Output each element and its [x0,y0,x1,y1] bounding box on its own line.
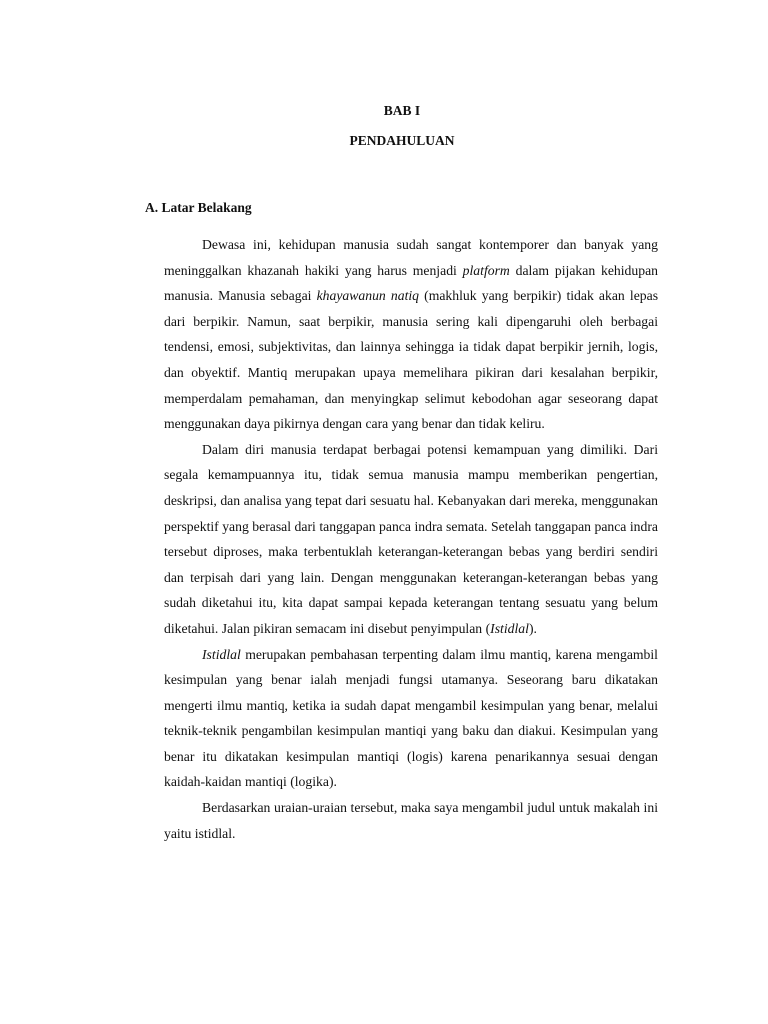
paragraph-1 [164,232,658,437]
italic-term: Istidlal [490,620,529,636]
paragraph-text: ). [528,620,537,636]
section-heading: A. Latar Belakang [145,200,252,215]
paragraph-text: merupakan pembahasan terpenting dalam ilmu mantiq, karena mengambil kesimpulan yang benar ialah menjadi fungsi utamanya. Seseorang baru dikatakan mengerti ilmu mantiq, ketika ia sudah dapat mengambil kesimpulan yang benar, melalui teknik-teknik pengambilan kesimpulan mantiqi yang baku dan diakui. Kesimpulan yang benar itu dikatakan kesimpulan mantiqi (logis) karena penarikannya sesuai dengan kaidah-kaidan mantiqi (logika). [164,646,658,790]
paragraph-3 [164,642,658,796]
paragraph-text: dalam pijakan kehidupan manusia. Manusia sebagai [164,262,658,304]
paragraph-text: Dalam diri manusia terdapat berbagai potensi kemampuan yang dimiliki. Dari segala kemampuannya itu, tidak semua manusia mampu memberikan pengertian, deskripsi, dan analisa yang tepat dari sesuatu hal. Kebanyakan dari mereka, menggunakan perspektif yang berasal dari tanggapan panca indra semata. Setelah tanggapan panca indra tersebut diproses, maka terbentuklah keterangan-keterangan bebas yang berdiri sendiri dan terpisah dari yang lain. Dengan menggunakan keterangan-keterangan bebas yang sudah diketahui itu, kita dapat sampai kepada keterangan tentang sesuatu yang belum diketahui. Jalan pikiran semacam ini disebut penyimpulan ( [164,441,658,636]
paragraph-2 [164,437,658,642]
chapter-number: BAB I [383,103,421,118]
chapter-title: PENDAHULUAN [349,133,455,148]
body-text [164,232,658,846]
paragraph-text: (makhluk yang berpikir) tidak akan lepas dari berpikir. Namun, saat berpikir, manusia sering kali dipengaruhi oleh berbagai tendensi, emosi, subjektivitas, dan lainnya sehingga ia tidak dapat berpikir jernih, logis, dan obyektif. Mantiq merupakan upaya memelihara pikiran dari kesalahan berpikir, memperdalam pemahaman, dan menyingkap selimut kebodohan agar seseorang dapat menggunakan daya pikirnya dengan cara yang benar dan tidak keliru. [164,288,659,432]
paragraph-4 [164,795,658,846]
paragraph-text: Dewasa ini, kehidupan manusia sudah sangat kontemporer dan banyak yang meninggalkan khazanah hakiki yang harus menjadi [164,237,658,278]
italic-term: khayawanun natiq [316,288,420,304]
italic-term: Istidlal [202,646,241,662]
paragraph-text: Berdasarkan uraian-uraian tersebut, maka saya mengambil judul untuk makalah ini yaitu istidlal. [164,800,658,841]
italic-term: platform [462,262,510,278]
